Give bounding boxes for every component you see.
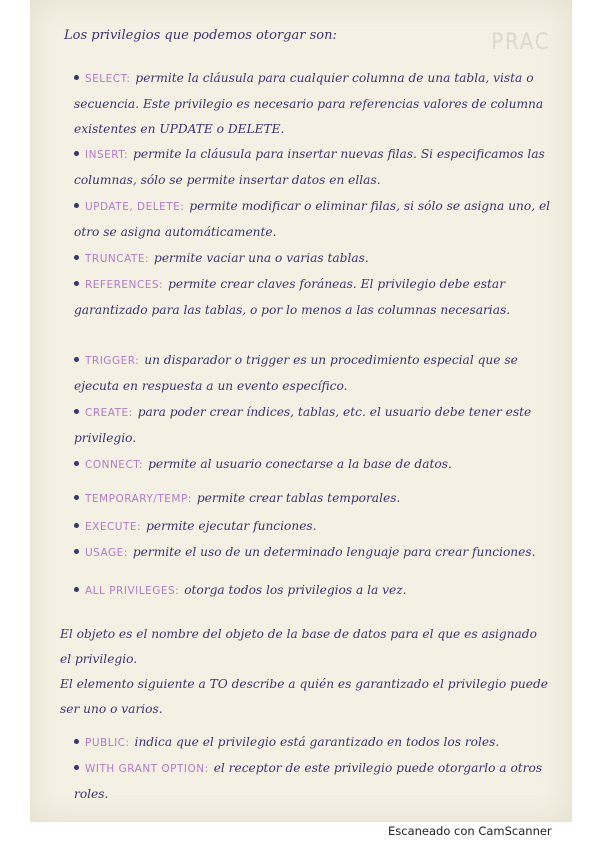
list-item — [74, 272, 554, 323]
list-item — [74, 400, 554, 451]
description: permite el uso de un determinado lenguaje para crear funciones. — [132, 545, 536, 559]
list-item — [74, 142, 554, 193]
list-item — [74, 540, 554, 566]
description: indica que el privilegio está garantizado en todos los roles. — [134, 735, 500, 749]
keyword: PUBLIC: — [85, 737, 130, 749]
list-item — [74, 348, 554, 399]
bullet-icon — [74, 739, 79, 744]
list-item — [74, 194, 554, 245]
bullet-icon — [74, 587, 79, 592]
list-item — [74, 486, 554, 512]
keyword: USAGE: — [85, 547, 128, 559]
description: permite modificar o eliminar filas, si sólo se asigna uno, el otro se asigna automáticamente. — [74, 199, 551, 239]
keyword: TRIGGER: — [85, 355, 140, 367]
description: permite crear claves foráneas. El privilegio debe estar garantizado para las tablas, o por lo menos a las columnas necesarias. — [74, 277, 511, 317]
description: permite la cláusula para insertar nuevas filas. Si especificamos las columnas, sólo se permite insertar datos en ellas. — [74, 147, 545, 187]
bullet-icon — [74, 409, 79, 414]
keyword: SELECT: — [85, 73, 131, 85]
description: permite al usuario conectarse a la base de datos. — [148, 457, 452, 471]
to-paragraph: El elemento siguiente a TO describe a quién es garantizado el privilegio puede ser uno o varios. — [60, 677, 548, 716]
keyword: WITH GRANT OPTION: — [85, 763, 209, 775]
keyword: TRUNCATE: — [85, 253, 150, 265]
keyword: CONNECT: — [85, 459, 144, 471]
scanner-footer: Escaneado con CamScanner — [388, 824, 552, 838]
list-item — [74, 246, 554, 272]
description: para poder crear índices, tablas, etc. el usuario debe tener este privilegio. — [74, 405, 532, 445]
description: permite la cláusula para cualquier columna de una tabla, vista o secuencia. Este privilegio es necesario para referencias valores de columna existentes en UPDATE o DELETE. — [74, 71, 544, 136]
grant-option-item — [74, 756, 554, 807]
keyword: INSERT: — [85, 149, 129, 161]
bullet-icon — [74, 281, 79, 286]
bullet-icon — [74, 255, 79, 260]
notebook-page — [30, 0, 572, 822]
bullet-icon — [74, 765, 79, 770]
bullet-icon — [74, 523, 79, 528]
keyword: EXECUTE: — [85, 521, 142, 533]
faded-header: PRAC — [491, 30, 551, 55]
description: otorga todos los privilegios a la vez. — [184, 583, 407, 597]
keyword: ALL PRIVILEGES: — [85, 585, 180, 597]
description: el receptor de este privilegio puede otorgarlo a otros roles. — [74, 761, 543, 801]
description: permite vaciar una o varias tablas. — [154, 251, 369, 265]
keyword: CREATE: — [85, 407, 133, 419]
description: permite crear tablas temporales. — [196, 491, 401, 505]
keyword: REFERENCES: — [85, 279, 164, 291]
list-item — [74, 66, 554, 142]
keyword: UPDATE, DELETE: — [85, 201, 185, 213]
bullet-icon — [74, 75, 79, 80]
description: permite ejecutar funciones. — [146, 519, 317, 533]
keyword: TEMPORARY/TEMP: — [85, 493, 192, 505]
description: un disparador o trigger es un procedimiento especial que se ejecuta en respuesta a un evento específico. — [74, 353, 518, 393]
bullet-icon — [74, 495, 79, 500]
list-item — [74, 514, 554, 540]
bullet-icon — [74, 151, 79, 156]
list-item — [74, 578, 554, 604]
bullet-icon — [74, 461, 79, 466]
intro-line: Los privilegios que podemos otorgar son: — [64, 28, 337, 43]
public-item — [74, 730, 554, 756]
object-paragraph: El objeto es el nombre del objeto de la base de datos para el que es asignado el privilegio. — [60, 627, 537, 666]
bullet-icon — [74, 203, 79, 208]
bullet-icon — [74, 357, 79, 362]
bullet-icon — [74, 549, 79, 554]
list-item — [74, 452, 554, 478]
